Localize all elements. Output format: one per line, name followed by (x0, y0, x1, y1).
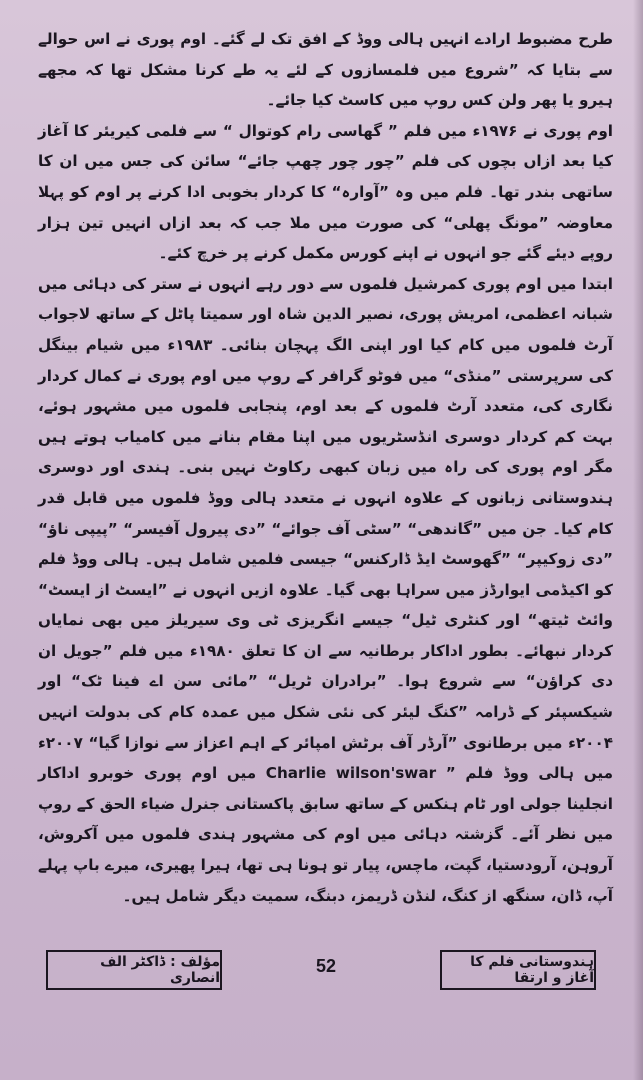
page-number: 52 (315, 956, 337, 976)
book-title-box (440, 950, 596, 990)
book-title-label: ہندوستانی فلم کا آغاز و ارتقا (470, 954, 594, 986)
page-footer (0, 950, 643, 1000)
page-edge-shadow (633, 0, 643, 1080)
paragraph: اوم پوری نے ۱۹۷۶ء میں فلم ” گھاسی رام کوتوال “ سے فلمی کیریئر کا آغاز کیا بعد ازاں بچوں کی فلم ”چور چور چھپ جائے“ سائن کی جس میں ان کا ساتھی بندر تھا۔ فلم میں وہ ”آوارہ“ کا کردار بخوبی ادا کرنے پر اوم کو پہلا معاوضہ ”مونگ پھلی“ کی صورت میں ملا جب کہ بعد ازاں انہیں تین ہزار روپے دیئے گئے جو انہوں نے اپنے کورس مکمل کرنے پر خرچ کئے۔ (38, 121, 613, 263)
author-box (46, 950, 222, 990)
body-text (38, 24, 613, 911)
paragraph: طرح مضبوط ارادے انہیں ہالی ووڈ کے افق تک لے گئے۔ اوم پوری نے اس حوالے سے بتایا کہ ”شروع میں فلمسازوں کے لئے یہ طے کرنا مشکل تھا کہ مجھے ہیرو یا پھر ولن کس روپ میں کاسٹ کیا جائے۔ (38, 30, 613, 110)
author-label: مؤلف : ڈاکٹر الف انصاری (100, 954, 220, 986)
paragraph: ابتدا میں اوم پوری کمرشیل فلموں سے دور رہے انہوں نے ستر کی دہائی میں شبانہ اعظمی، امریش پوری، نصیر الدین شاہ اور سمیتا پاٹل کے ساتھ لاجواب آرٹ فلموں میں کام کیا اور اپنی الگ پہچان بنائی۔ ۱۹۸۳ء میں شیام بینگل کی سرپرستی ”منڈی“ میں فوٹو گرافر کے روپ میں اوم پوری نے کمال کردار نگاری کی، متعدد آرٹ فلموں کے بعد اوم، پنجابی فلموں میں مشہور ہوئے، بہت کم کردار دوسری انڈسٹریوں میں اپنا مقام بنانے میں کامیاب ہوتے ہیں مگر اوم پوری کی راہ میں زبان کبھی رکاوٹ نہیں بنی۔ ہندی اور دوسری ہندوستانی زبانوں کے علاوہ انہوں نے متعدد ہالی ووڈ فلموں میں قابل قدر کام کیا۔ جن میں ”گاندھی“ ”سٹی آف جوائے“ ”دی پیرول آفیسر“ ”پیپی ناؤ“ ”دی زوکیپر“ ”گھوسٹ ایڈ ڈارکنس“ جیسی فلمیں شامل ہیں۔ ہالی ووڈ فلم کو اکیڈمی ایوارڈز میں سراہا بھی گیا۔ علاوہ ازیں انہوں نے ”ایسٹ از ایسٹ“ وائٹ ٹیتھ“ اور کنٹری ٹیل“ جیسے انگریزی ٹی وی سیریلز میں بھی نمایاں کردار نبھائے۔ بطور اداکار برطانیہ سے ان کا تعلق ۱۹۸۰ء میں فلم ”جویل ان دی کراؤن“ سے شروع ہوا۔ ”برادران ٹریل“ ”مائی سن اے فینا ٹک“ اور شیکسپئر کے ڈرامہ ”کنگ لیئر کی نئی شکل میں عمدہ کام کی بدولت انہیں ۲۰۰۴ء میں برطانوی ”آرڈر آف برٹش امپائر کے اہم اعزاز سے نوازا گیا“ ۲۰۰۷ء میں ہالی ووڈ فلم ” Charlie wilson'swar میں اوم پوری خوبرو اداکار انجلینا جولی اور ٹام ہنکس کے ساتھ سابق پاکستانی جنرل ضیاء الحق کے روپ میں نظر آئے۔ گزشتہ دہائی میں اوم کی مشہور ہندی فلموں میں آکروش، آروہن، آرودستیا، گپت، ماچس، پیار تو ہونا ہی تھا، ہیرا پھیری، میرے باپ پہلے آپ، ڈان، سنگھ از کنگ، لنڈن ڈریمز، دبنگ، سمیت دیگر شامل ہیں۔ (38, 274, 614, 905)
